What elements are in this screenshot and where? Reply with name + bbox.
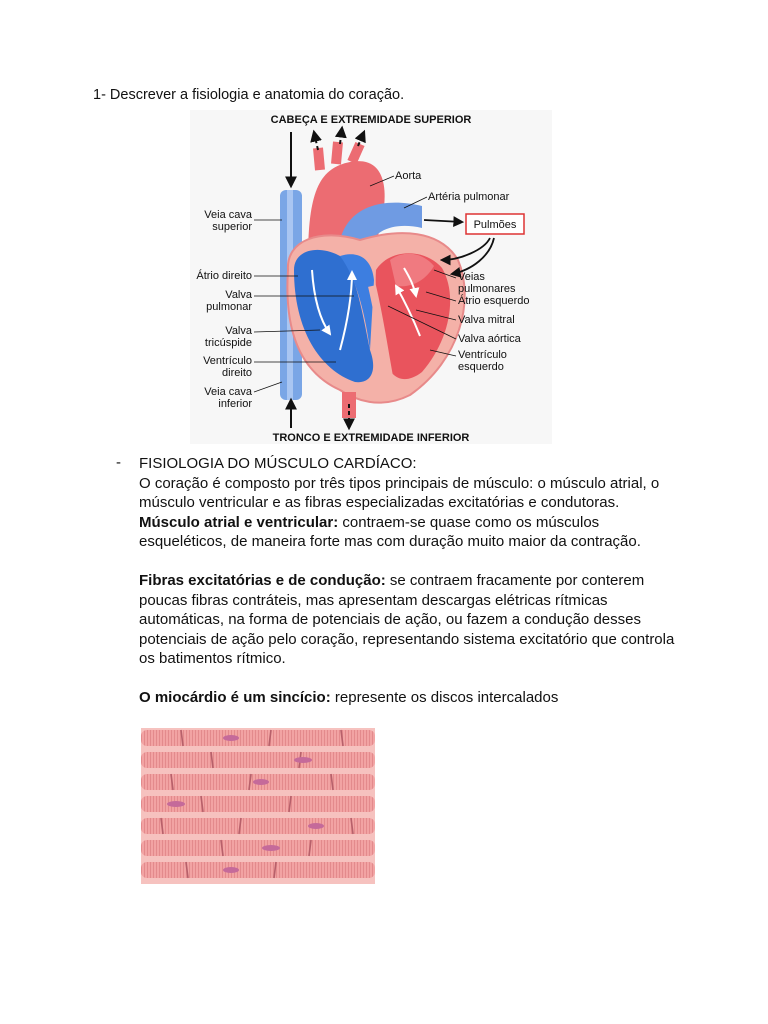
label-arteria-pulmonar: Artéria pulmonar — [428, 191, 510, 203]
paragraph-muscle-atrial-text: contraem-se quase como os músculos esqueléticos, de maneira forte mas com duração muito maior da contração. — [139, 513, 641, 550]
label-veia-cava-inferior-2: inferior — [218, 398, 252, 410]
paragraph-fibras-text: se contraem fracamente por conterem poucas fibras contráteis, mas apresentam descargas elétricas rítmicas automáticas, na forma de potenciais de ação, ou fazem a condução desses potenciais de ação pelo coração, representando sistema excitatório que controla os batimentos rítmico. — [139, 572, 675, 667]
page-heading: 1- Descrever a fisiologia e anatomia do coração. — [93, 87, 405, 103]
paragraph-sincicio-text: represente os discos intercalados — [330, 689, 559, 706]
label-veia-cava-superior-2: superior — [212, 221, 252, 233]
label-veia-cava-inferior-1: Veia cava — [204, 386, 252, 398]
body-text — [139, 454, 679, 708]
label-valva-pulmonar-1: Valva — [225, 289, 252, 301]
cardiac-muscle-illustration — [141, 728, 375, 884]
bullet-marker: - — [116, 454, 121, 471]
label-veias-pulmonares-2: pulmonares — [458, 283, 516, 295]
paragraph-fibras-bold: Fibras excitatórias e de condução: — [139, 572, 386, 589]
paragraph-sincicio-bold: O miocárdio é um sincício: — [139, 689, 331, 706]
label-ventriculo-esquerdo-1: Ventrículo — [458, 349, 507, 361]
label-valva-tricuspide-2: tricúspide — [204, 337, 252, 349]
label-veias-pulmonares-1: Veias — [458, 271, 485, 283]
label-ventriculo-direito-1: Ventrículo — [203, 355, 252, 367]
paragraph-muscle-atrial — [139, 513, 679, 552]
paragraph-fibras — [139, 571, 679, 669]
label-valva-tricuspide-1: Valva — [225, 325, 252, 337]
section-title: FISIOLOGIA DO MÚSCULO CARDÍACO: — [139, 455, 417, 472]
intro-paragraph: O coração é composto por três tipos principais de músculo: o músculo atrial, o músculo ventricular e as fibras especializadas excitatórias e condutoras. — [139, 474, 660, 511]
label-aorta: Aorta — [395, 170, 422, 182]
label-ventriculo-direito-2: direito — [222, 367, 252, 379]
label-atrio-direito: Átrio direito — [196, 270, 252, 282]
bottom-caption: TRONCO E EXTREMIDADE INFERIOR — [272, 432, 470, 444]
heart-anatomy-diagram — [190, 110, 552, 444]
label-veia-cava-superior-1: Veia cava — [204, 209, 252, 221]
paragraph-sincicio — [139, 688, 679, 708]
label-pulmoes: Pulmões — [473, 219, 517, 231]
label-valva-aortica: Valva aórtica — [458, 333, 521, 345]
label-atrio-esquerdo: Átrio esquerdo — [458, 295, 530, 307]
label-ventriculo-esquerdo-2: esquerdo — [458, 361, 504, 373]
label-valva-pulmonar-2: pulmonar — [206, 301, 252, 313]
label-valva-mitral: Valva mitral — [458, 314, 515, 326]
paragraph-muscle-atrial-bold: Músculo atrial e ventricular: — [139, 513, 339, 531]
top-caption: CABEÇA E EXTREMIDADE SUPERIOR — [270, 114, 472, 126]
